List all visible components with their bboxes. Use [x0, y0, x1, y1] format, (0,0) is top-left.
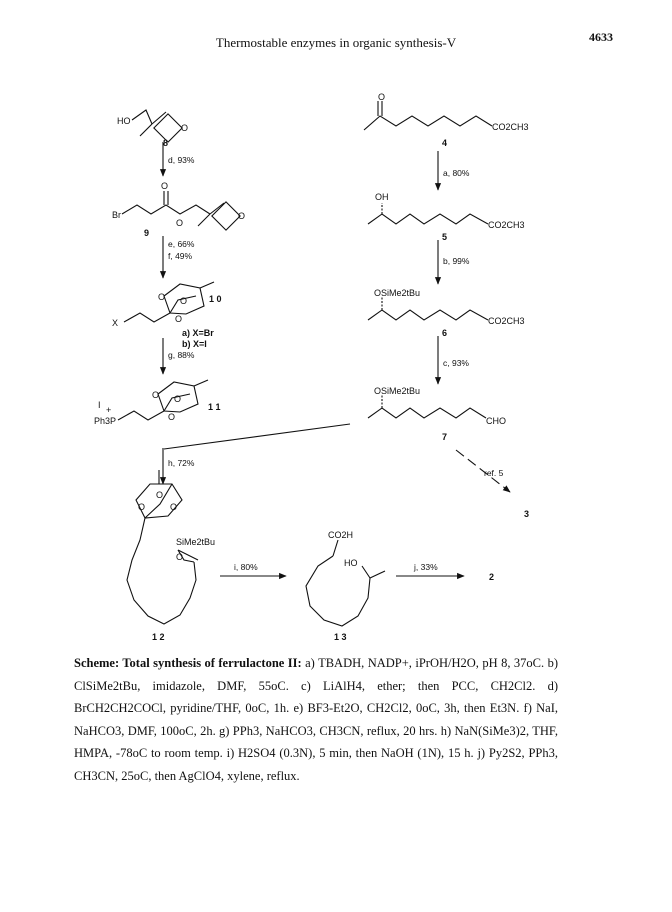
compound-number: 1 3: [334, 632, 347, 642]
atom-label: X: [112, 318, 119, 328]
atom-label: SiMe2tBu: [176, 537, 216, 547]
atom-label: O: [138, 502, 146, 512]
compound-number: 7: [442, 432, 448, 442]
atom-label: O: [181, 123, 189, 133]
step-label: ref. 5: [484, 468, 504, 478]
compound-number: 4: [442, 138, 448, 148]
structure-6: [368, 297, 488, 320]
atom-label: O: [156, 490, 164, 500]
atom-label: O: [174, 394, 182, 404]
atom-label: O: [180, 296, 188, 306]
step-label: d, 93%: [168, 155, 195, 165]
atom-label: CO2CH3: [488, 220, 525, 230]
step-label: f, 49%: [168, 251, 193, 261]
step-label: a, 80%: [443, 168, 470, 178]
atom-label: Ph3P: [94, 416, 117, 426]
atom-label: HO: [117, 116, 131, 126]
structure-7: [368, 395, 486, 418]
step-label: j, 33%: [414, 562, 438, 572]
atom-label: HO: [344, 558, 358, 568]
step-label: e, 66%: [168, 239, 195, 249]
structure-11: [118, 380, 208, 420]
compound-number: 8: [163, 138, 169, 148]
atom-label: O: [152, 390, 160, 400]
atom-label: CHO: [486, 416, 506, 426]
compound-number: 1 2: [152, 632, 165, 642]
scheme-caption: [74, 652, 558, 787]
atom-label: O: [378, 92, 386, 102]
atom-label: CO2H: [328, 530, 354, 540]
compound-number: 1 1: [208, 402, 221, 412]
compound-number: 9: [144, 228, 150, 238]
step-label: g, 88%: [168, 350, 195, 360]
atom-label: O: [170, 502, 178, 512]
atom-label: O: [168, 412, 176, 422]
atom-label: O: [176, 218, 184, 228]
atom-label: O: [161, 181, 169, 191]
atom-label: CO2CH3: [488, 316, 525, 326]
caption-label: Scheme: Total synthesis of ferrulactone II:: [74, 656, 302, 670]
caption-text: a) TBADH, NADP+, iPrOH/H2O, pH 8, 37oC. b) ClSiMe2tBu, imidazole, DMF, 55oC. c) LiAlH4, ether; then PCC, CH2Cl2. d) BrCH2CH2COCl, pyridine/THF, 0oC, 1h. e) BF3-Et2O, CH2Cl2, 0oC, 3h, then Et3N. f) NaI, NaHCO3, DMF, 100oC, 2h. g) PPh3, NaHCO3, CH3CN, reflux, 20 hrs. h) NaN(SiMe3)2, THF, HMPA, -78oC to room temp. i) H2SO4 (0.3N), 5 min, then NaOH (1N), 15 h. j) Py2S2, PPh3, CH3CN, 25oC, then AgClO4, xylene, reflux.: [74, 656, 558, 783]
variant-label: b) X=I: [182, 339, 207, 349]
atom-label: CO2CH3: [492, 122, 529, 132]
atom-label: OH: [375, 192, 389, 202]
compound-number: 1 0: [209, 294, 222, 304]
compound-number: 6: [442, 328, 448, 338]
atom-label: I: [98, 400, 101, 410]
compound-number: 2: [489, 572, 495, 582]
page-number: 4633: [589, 30, 613, 44]
atom-label: O: [238, 211, 246, 221]
running-header: Thermostable enzymes in organic synthesis-V: [215, 35, 457, 50]
structure-4: [364, 101, 492, 130]
atom-label: Br: [112, 210, 121, 220]
structure-8: [132, 110, 182, 142]
atom-label: O: [158, 292, 166, 302]
compound-number: 3: [524, 509, 530, 519]
atom-label: O: [176, 552, 184, 562]
structure-10: [124, 282, 214, 322]
compound-number: 5: [442, 232, 448, 242]
step-label: c, 93%: [443, 358, 469, 368]
step-label: b, 99%: [443, 256, 470, 266]
structure-5: [368, 203, 488, 224]
structure-13: [306, 540, 385, 626]
step-label: h, 72%: [168, 458, 195, 468]
atom-label: OSiMe2tBu: [374, 288, 421, 298]
atom-label: O: [175, 314, 183, 324]
atom-label: OSiMe2tBu: [374, 386, 421, 396]
variant-label: a) X=Br: [182, 328, 214, 338]
atom-label: +: [106, 405, 112, 415]
step-label: i, 80%: [234, 562, 258, 572]
